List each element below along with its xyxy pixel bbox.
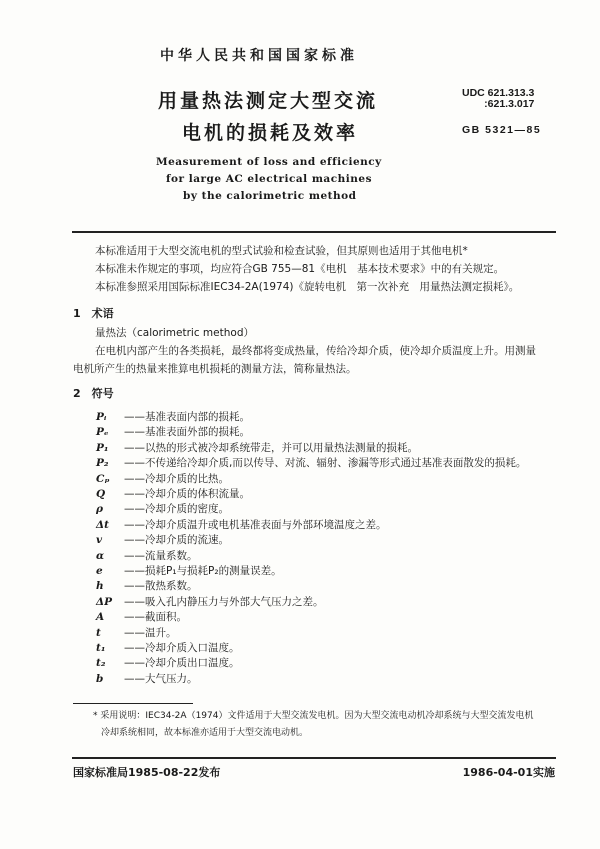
symbol-item xyxy=(96,580,198,593)
symbol-item xyxy=(96,596,324,609)
title-zh-line-1: 用量热法测定大型交流 xyxy=(158,90,379,112)
symbol-description: ——冷却介质的密度。 xyxy=(124,503,229,516)
symbol-item xyxy=(96,411,250,424)
symbol-item xyxy=(96,642,240,655)
term-name: 量热法（calorimetric method） xyxy=(95,327,254,339)
term-definition-line-1: 在电机内部产生的各类损耗，最终都将变成热量，传给冷却介质，使冷却介质温度上升。用测量 xyxy=(95,345,536,357)
symbol: ΔP xyxy=(96,595,113,608)
intro-paragraph-1: 本标准适用于大型交流电机的型式试验和检查试验，但其原则也适用于其他电机* xyxy=(95,245,468,257)
symbol-item xyxy=(96,473,229,486)
symbol: A xyxy=(96,611,105,624)
symbol: t₂ xyxy=(96,657,106,670)
symbol-item xyxy=(96,442,418,455)
symbol: t xyxy=(96,626,101,639)
symbol-item xyxy=(96,488,250,501)
symbol-description: ——以热的形式被冷却系统带走，并可以用量热法测量的损耗。 xyxy=(124,441,418,454)
symbol-description: ——冷却介质出口温度。 xyxy=(124,657,240,670)
symbol-item xyxy=(96,673,198,686)
symbol: Q xyxy=(96,488,106,500)
footnote-rule xyxy=(73,703,193,704)
symbol: Pₑ xyxy=(96,426,109,439)
udc-code xyxy=(462,88,534,110)
symbol-description: ——损耗P₁与损耗P₂的测量误差。 xyxy=(124,565,282,577)
symbol: h xyxy=(96,580,104,593)
symbol: b xyxy=(96,672,104,685)
title-en-line-2: for large AC electrical machines xyxy=(166,173,372,185)
symbol-item xyxy=(96,565,282,578)
symbol-item xyxy=(96,519,387,532)
symbol: e xyxy=(96,565,103,577)
symbol-item xyxy=(96,457,526,470)
symbol-description: ——散热系数。 xyxy=(124,580,198,593)
symbol-item xyxy=(96,627,177,640)
symbol-item xyxy=(96,657,240,670)
title-zh-line-2: 电机的损耗及效率 xyxy=(182,122,359,144)
gb-number: GB 5321—85 xyxy=(462,124,542,136)
symbol: t₁ xyxy=(96,642,106,654)
symbol-description: ——不传递给冷却介质,而以传导、对流、辐射、渗漏等形式通过基准表面散发的损耗。 xyxy=(124,457,527,470)
intro-paragraph-3: 本标准参照采用国际标准IEC34-2A(1974)《旋转电机 第一次补充 用量热法测定损耗》。 xyxy=(95,281,520,293)
symbol-item xyxy=(96,611,187,624)
symbol-item xyxy=(96,550,198,563)
term-definition-line-2: 电机所产生的热量来推算电机损耗的测量方法，简称量热法。 xyxy=(73,363,357,375)
symbol: P₁ xyxy=(96,441,109,454)
symbol: P₂ xyxy=(96,457,109,470)
symbol: Pᵢ xyxy=(96,411,107,423)
symbol-description: ——冷却介质入口温度。 xyxy=(124,642,240,654)
footnote-line-2: 冷却系统相同，故本标准亦适用于大型交流电动机。 xyxy=(101,728,309,738)
standard-header: 中华人民共和国国家标准 xyxy=(160,48,358,64)
title-en-line-3: by the calorimetric method xyxy=(183,190,357,202)
symbol-item xyxy=(96,426,250,439)
symbol: Cₚ xyxy=(96,472,110,485)
symbol-description: ——截面积。 xyxy=(124,611,187,624)
symbol-description: ——温升。 xyxy=(124,626,177,639)
effective-date: 1986-04-01实施 xyxy=(462,766,555,779)
udc-line-1: UDC 621.313.3 xyxy=(462,87,535,99)
symbol-description: ——冷却介质的体积流量。 xyxy=(124,488,250,500)
symbol-description: ——冷却介质温升或电机基准表面与外部环境温度之差。 xyxy=(124,518,387,531)
symbol-description: ——基准表面内部的损耗。 xyxy=(124,411,250,423)
symbol-item xyxy=(96,534,229,547)
symbol-description: ——冷却介质的比热。 xyxy=(124,472,229,485)
footer-rule xyxy=(72,757,556,759)
symbol: α xyxy=(96,549,105,562)
section-2-heading: 2 符号 xyxy=(73,387,114,400)
symbol: v xyxy=(96,534,103,547)
footnote-line-1: * 采用说明：IEC34-2A（1974）文件适用于大型交流发电机。因为大型交流电动机冷却系统与大型交流发电机 xyxy=(93,711,534,721)
symbol-description: ——冷却介质的流速。 xyxy=(124,534,229,547)
symbol-description: ——流量系数。 xyxy=(124,549,198,562)
symbol-description: ——大气压力。 xyxy=(124,672,198,685)
symbol-description: ——吸入孔内静压力与外部大气压力之差。 xyxy=(124,595,324,608)
udc-line-2: :621.3.017 xyxy=(484,98,535,110)
title-en-line-1: Measurement of loss and efficiency xyxy=(156,156,382,168)
header-rule xyxy=(72,231,556,233)
symbol: Δt xyxy=(96,518,109,531)
intro-paragraph-2: 本标准未作规定的事项，均应符合GB 755—81《电机 基本技术要求》中的有关规定。 xyxy=(95,263,505,275)
symbol: ρ xyxy=(96,503,103,516)
symbol-description: ——基准表面外部的损耗。 xyxy=(124,426,250,439)
issued-date: 国家标准局1985-08-22发布 xyxy=(73,766,221,779)
symbol-item xyxy=(96,503,229,516)
section-1-heading: 1 术语 xyxy=(73,307,114,320)
